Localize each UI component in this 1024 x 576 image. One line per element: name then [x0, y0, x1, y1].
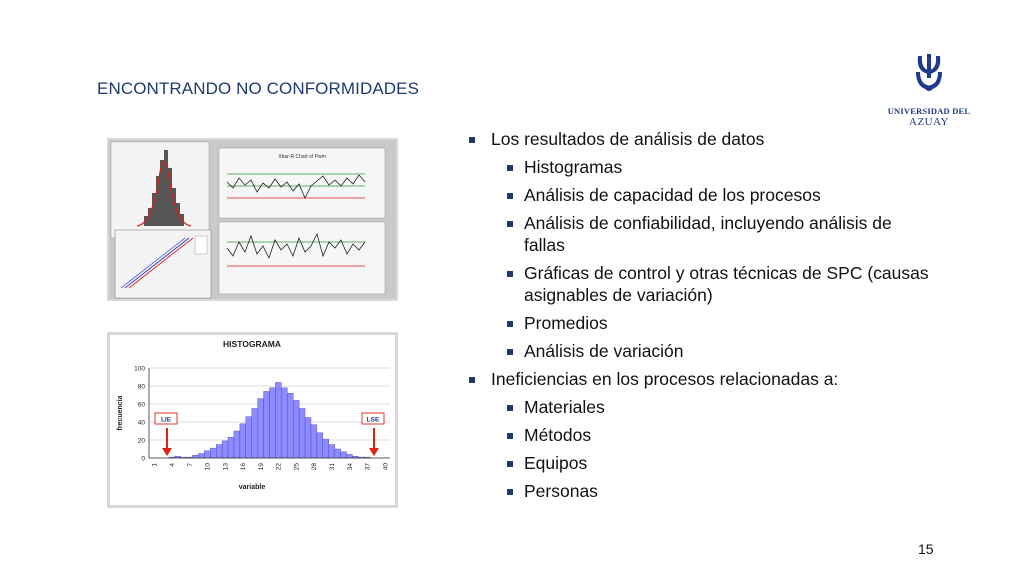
university-emblem-icon	[886, 50, 972, 106]
university-logo	[886, 50, 972, 134]
sub-bullet-item: Análisis de capacidad de los procesos	[466, 184, 936, 206]
x-tick-label: 37	[364, 463, 372, 471]
histogram-bar-21	[270, 388, 276, 458]
sub-bullet-item: Gráficas de control y otras técnicas de SPC (causas asignables de variación)	[466, 262, 936, 306]
sub-bullet-item: Análisis de confiabilidad, incluyendo análisis de fallas	[466, 212, 936, 256]
histogram-bar-8	[192, 455, 198, 458]
histogram-image	[107, 332, 398, 508]
x-tick-label: 7	[186, 463, 194, 467]
histogram-title: HISTOGRAMA	[223, 339, 281, 349]
slide-title: ENCONTRANDO NO CONFORMIDADES	[97, 79, 420, 98]
histogram-bar-12	[216, 445, 222, 459]
x-tick-label: 31	[329, 463, 337, 471]
histogram-bar-33	[341, 452, 347, 458]
x-tick-label: 28	[311, 463, 319, 471]
histogram-bar-17	[246, 417, 252, 458]
x-axis-label: variable	[238, 484, 266, 491]
y-tick-label: 40	[137, 419, 145, 427]
x-tick-label: 4	[169, 463, 177, 467]
spc-composite-chart	[107, 138, 398, 301]
sub-bullet-item: Promedios	[466, 312, 936, 334]
lse-label: LSE	[366, 416, 380, 424]
x-tick-label: 16	[240, 463, 248, 471]
histogram-bar-30	[323, 439, 329, 458]
x-tick-label: 19	[257, 463, 265, 471]
histogram-bar-24	[287, 393, 293, 458]
y-tick-label: 20	[137, 437, 145, 445]
sub-bullet-item: Materiales	[466, 396, 936, 418]
lie-label: LIE	[160, 416, 172, 424]
range-chart-panel	[219, 222, 385, 294]
histogram-bar-16	[240, 424, 246, 458]
x-tick-label: 1	[151, 463, 159, 467]
histogram-bar-13	[222, 441, 228, 458]
histogram-bar-11	[210, 448, 216, 458]
histogram-bar-19	[258, 399, 264, 458]
logo-line-1: UNIVERSIDAD DEL	[887, 106, 971, 116]
bullet-item: Ineficiencias en los procesos relacionadas a:	[466, 368, 936, 390]
x-tick-label: 25	[293, 463, 301, 471]
x-tick-label: 34	[346, 463, 354, 471]
y-tick-label: 0	[141, 455, 145, 463]
histogram-bar-10	[204, 451, 210, 458]
sub-bullet-item: Personas	[466, 480, 936, 502]
y-tick-label: 80	[137, 383, 145, 391]
histogram-bar-29	[317, 433, 323, 458]
x-tick-label: 40	[382, 463, 390, 471]
histogram-bar-27	[305, 418, 311, 459]
bullet-item: Los resultados de análisis de datos	[466, 128, 936, 150]
y-axis-label: frecuencia	[117, 395, 124, 431]
x-tick-label: 22	[275, 463, 283, 471]
histogram-bar-25	[293, 400, 299, 458]
histogram-bar-26	[299, 409, 305, 459]
histogram-bar-32	[335, 449, 341, 458]
histogram-bar-28	[311, 425, 317, 458]
sub-bullet-item: Análisis de variación	[466, 340, 936, 362]
histogram-bar-18	[252, 409, 258, 459]
histogram-bar-23	[281, 388, 287, 458]
histogram-bar-22	[275, 382, 281, 458]
y-tick-label: 100	[134, 365, 145, 373]
histogram-bar-20	[264, 391, 270, 458]
histogram-bar-9	[198, 454, 204, 459]
histogram-bar-34	[347, 454, 353, 458]
logo-line-2: AZUAY	[909, 116, 949, 128]
sub-bullet-item: Histogramas	[466, 156, 936, 178]
page-number: 15	[918, 541, 934, 557]
histogram-bar-15	[234, 431, 240, 458]
sub-bullet-item: Métodos	[466, 424, 936, 446]
histogram-bar-31	[329, 445, 335, 459]
sub-bullet-item: Equipos	[466, 452, 936, 474]
control-chart-title: Xbar-R Chart of Pwm	[278, 154, 326, 160]
x-tick-label: 10	[204, 463, 212, 471]
bullet-list	[466, 128, 936, 508]
histogram-bar-14	[228, 437, 234, 458]
y-tick-label: 60	[137, 401, 145, 409]
x-tick-label: 13	[222, 463, 230, 471]
